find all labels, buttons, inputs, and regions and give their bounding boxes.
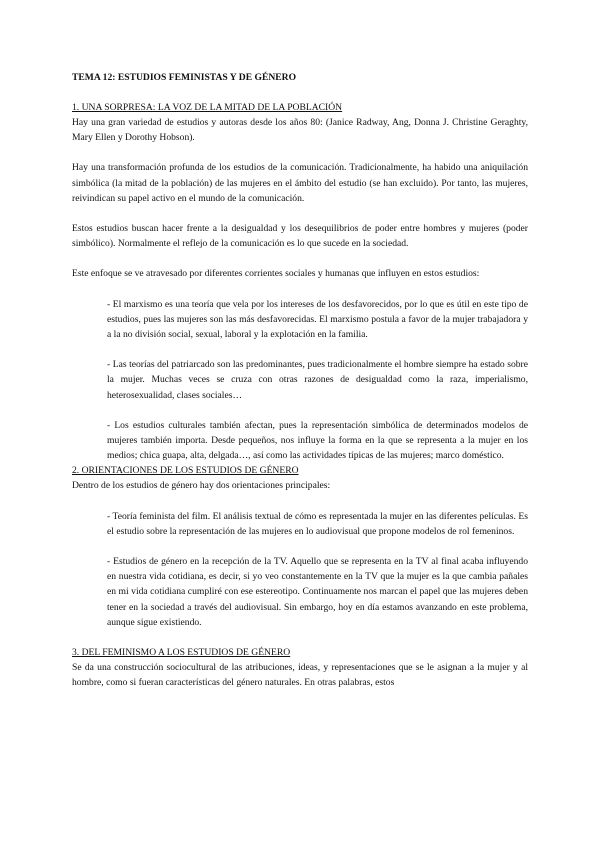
section-3 (72, 645, 528, 690)
section-2-heading: 2. ORIENTACIONES DE LOS ESTUDIOS DE GÉNERO (72, 465, 299, 477)
section-1-paragraph-3: Estos estudios buscan hacer frente a la desigualdad y los desequilibrios de poder entre hombres y mujeres (poder simbólico). Normalmente el reflejo de la comunicación es lo que sucede en la sociedad. (72, 223, 528, 250)
section-1-paragraph-4: Este enfoque se ve atravesado por diferentes corrientes sociales y humanas que influyen en estos estudios: (72, 268, 480, 280)
section-1-item-patriarcado: - Las teorías del patriarcado son las predominantes, pues tradicionalmente el hombre siempre ha estado sobre la mujer. Muchas veces se cruza con otras razones de desigualdad como la raza, imperialismo, heterosexualidad, clases sociales… (107, 359, 528, 401)
section-2 (72, 463, 528, 630)
document-page (72, 70, 528, 690)
section-1 (72, 100, 528, 463)
section-1-heading: 1. UNA SORPRESA: LA VOZ DE LA MITAD DE LA POBLACIÓN (72, 102, 343, 113)
section-2-item-teoria-film: - Teoría feminista del film. El análisis textual de cómo es representada la mujer en las diferentes películas. Es el estudio sobre la representación de las mujeres en lo audiovisual que propone modelos de rol femeninos. (107, 510, 528, 537)
section-3-paragraph-1: Se da una construcción sociocultural de las atribuciones, ideas, y representaciones que se le asignan a la mujer y al hombre, como si fueran características del género naturales. En otras palabras, estos (72, 662, 528, 689)
section-1-item-marxismo: - El marxismo es una teoría que vela por los intereses de los desfavorecidos, por lo que es útil en este tipo de estudios, pues las mujeres son las más desfavorecidas. El marxismo postula a favor de la mujer trabajadora y a la no división social, sexual, laboral y la explotación en la familia. (107, 298, 528, 341)
section-1-paragraph-2: Hay una transformación profunda de los estudios de la comunicación. Tradicionalmente, ha habido una aniquilación simbólica (la mitad de la población) de las mujeres en el ámbito del estudio (se han excluido). Por tanto, las mujeres, reivindican su papel activo en el mundo de la comunicación. (72, 162, 528, 204)
section-3-heading: 3. DEL FEMINISMO A LOS ESTUDIOS DE GÉNERO (72, 647, 291, 659)
section-1-paragraph-1: Hay una gran variedad de estudios y autoras desde los años 80: (Janice Radway, Ang, Donna J. Christine Geraghty, Mary Ellen y Dorothy Hobson). (72, 117, 528, 144)
document-title: TEMA 12: ESTUDIOS FEMINISTAS Y DE GÉNERO (72, 72, 297, 83)
section-2-item-recepcion-tv: - Estudios de género en la recepción de la TV. Aquello que se representa en la TV al final acaba influyendo en nuestra vida cotidiana, es decir, si yo veo constantemente en la TV que la mujer es la que cambia pañales en mi vida cotidiana cumpliré con ese estereotipo. Continuamente nos marcan el papel que las mujeres deben tener en la sociedad a través del audiovisual. Sin embargo, hoy en día estamos avanzando en este problema, aunque sigue existiendo. (107, 556, 528, 628)
section-2-intro: Dentro de los estudios de género hay dos orientaciones principales: (72, 480, 331, 492)
section-1-item-estudios-culturales: - Los estudios culturales también afectan, pues la representación simbólica de determinados modelos de mujeres también importa. Desde pequeños, nos influye la forma en la que se representa a la mujer en los medios; chica guapa, alta, delgada…, así como las actividades típicas de las mujeres; marco doméstico. (107, 419, 528, 462)
